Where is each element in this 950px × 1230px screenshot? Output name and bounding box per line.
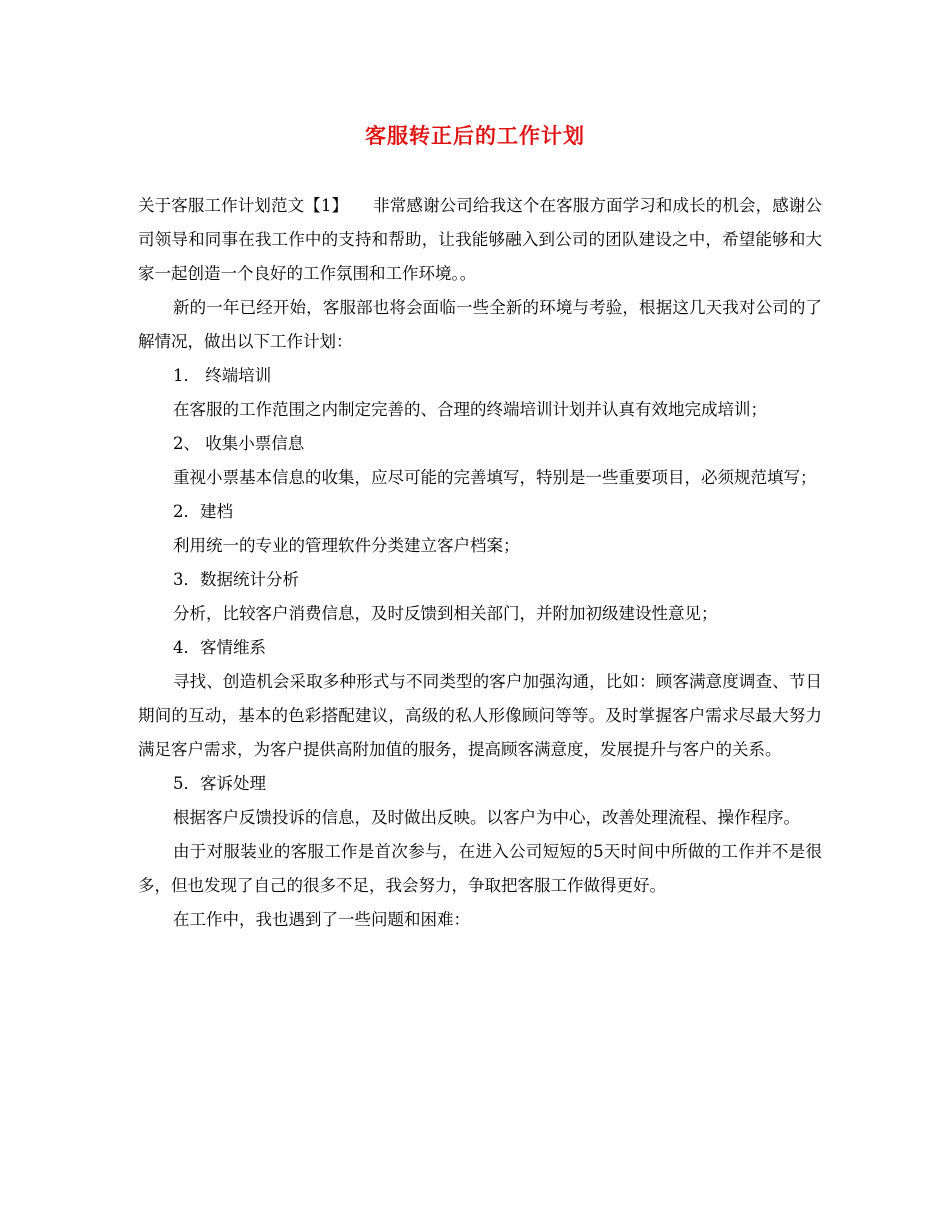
- reflection-paragraph: 由于对服装业的客服工作是首次参与，在进入公司短短的5天时间中所做的工作并不是很多，但也发现了自己的很多不足，我会努力，争取把客服工作做得更好。: [138, 842, 822, 895]
- document-title: 客服转正后的工作计划: [365, 124, 585, 148]
- section-heading-complaints: 5．客诉处理: [173, 774, 266, 793]
- section-heading-receipts: 2、 收集小票信息: [173, 434, 305, 453]
- document-body: [138, 189, 822, 937]
- intro-paragraph: 关于客服工作计划范文【1】 非常感谢公司给我这个在客服方面学习和成长的机会，感谢公司领导和同事在我工作中的支持和帮助，让我能够融入到公司的团队建设之中，希望能够和大家一起创造一个良好的工作氛围和工作环境。。: [138, 196, 822, 283]
- statistics-paragraph: 分析，比较客户消费信息，及时反馈到相关部门，并附加初级建设性意见；: [173, 604, 718, 623]
- filing-paragraph: 利用统一的专业的管理软件分类建立客户档案；: [173, 536, 520, 555]
- complaints-paragraph: 根据客户反馈投诉的信息，及时做出反映。以客户为中心，改善处理流程、操作程序。: [173, 808, 800, 827]
- section-heading-filing: 2．建档: [173, 502, 233, 521]
- plan-intro-paragraph: 新的一年已经开始，客服部也将会面临一些全新的环境与考验，根据这几天我对公司的了解情况，做出以下工作计划：: [138, 298, 822, 351]
- section-heading-training: 1． 终端培训: [173, 366, 272, 385]
- training-paragraph: 在客服的工作范围之内制定完善的、合理的终端培训计划并认真有效地完成培训；: [173, 400, 767, 419]
- section-heading-relations: 4．客情维系: [173, 638, 266, 657]
- problems-paragraph: 在工作中，我也遇到了一些问题和困难：: [173, 910, 470, 929]
- relations-paragraph: 寻找、创造机会采取多种形式与不同类型的客户加强沟通，比如：顾客满意度调查、节日期间的互动，基本的色彩搭配建议，高级的私人形像顾问等等。及时掌握客户需求尽最大努力满足客户需求，为客户提供高附加值的服务，提高顾客满意度，发展提升与客户的关系。: [138, 672, 822, 759]
- section-heading-statistics: 3．数据统计分析: [173, 570, 299, 589]
- receipts-paragraph: 重视小票基本信息的收集，应尽可能的完善填写，特别是一些重要项目，必须规范填写；: [173, 468, 817, 487]
